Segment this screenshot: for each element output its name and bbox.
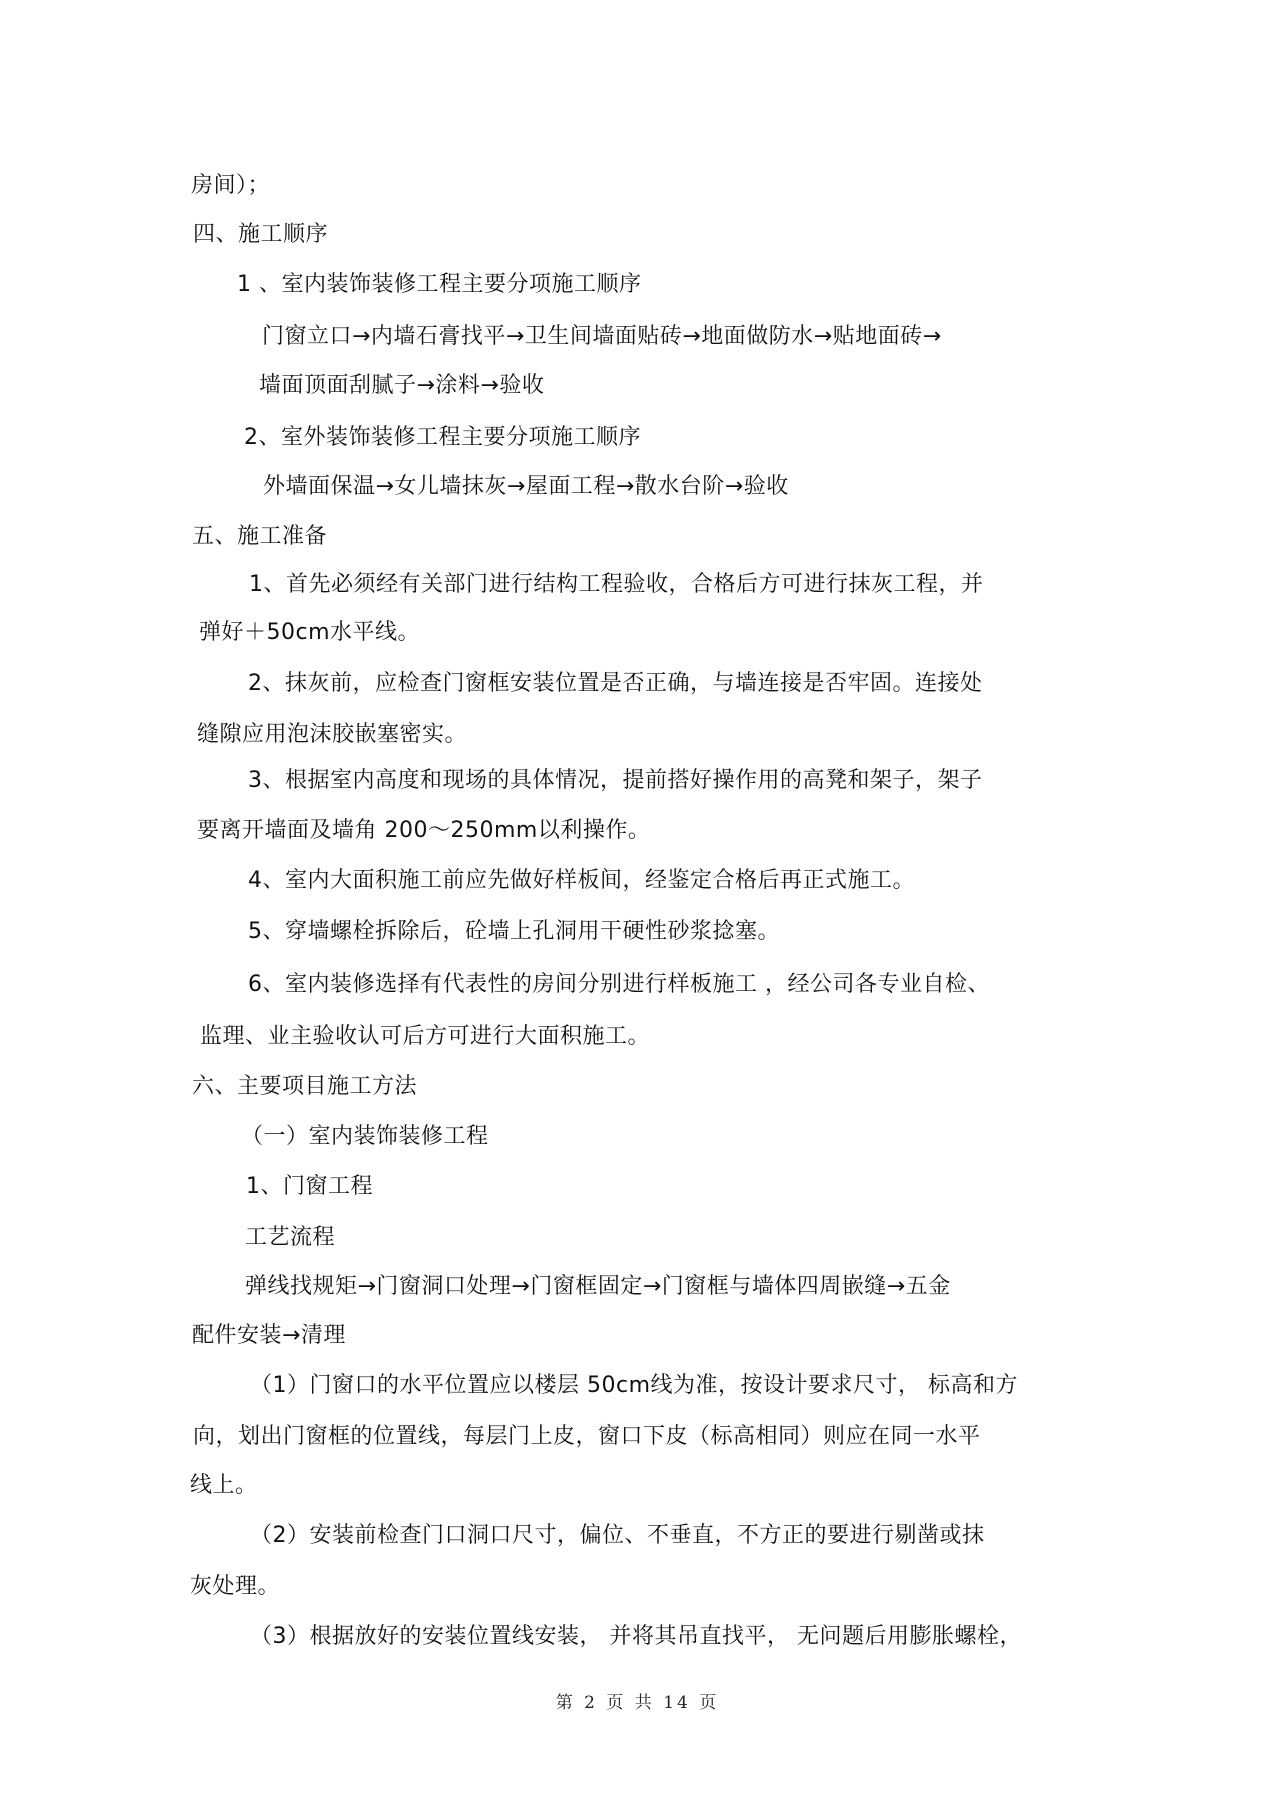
text-line: 外墙面保温→女儿墙抹灰→屋面工程→散水台阶→验收 — [263, 474, 789, 499]
text-line: 4、室内大面积施工前应先做好样板间，经鉴定合格后再正式施工。 — [248, 868, 915, 893]
text-line: 2、抹灰前，应检查门窗框安装位置是否正确，与墙连接是否牢固。连接处 — [248, 671, 983, 696]
text-line: （2）安装前检查门口洞口尺寸，偏位、不垂直，不方正的要进行剔凿或抹 — [250, 1523, 985, 1548]
subsection-heading: （一）室内装饰装修工程 — [241, 1124, 489, 1149]
subsection-heading: 1、门窗工程 — [246, 1174, 373, 1199]
subsection-heading: 2、室外装饰装修工程主要分项施工顺序 — [244, 425, 641, 450]
subsection-heading: 1 、室内装饰装修工程主要分项施工顺序 — [237, 272, 642, 297]
text-line: 门窗立口→内墙石膏找平→卫生间墙面贴砖→地面做防水→贴地面砖→ — [262, 324, 942, 349]
text-line: 6、室内装修选择有代表性的房间分别进行样板施工 ，经公司各专业自检、 — [248, 972, 990, 997]
text-line: （1）门窗口的水平位置应以楼层 50cm线为准，按设计要求尺寸， 标高和方 — [250, 1373, 1019, 1398]
text-line: 弹好＋50cm水平线。 — [199, 620, 421, 645]
text-line: 配件安装→清理 — [192, 1323, 346, 1348]
text-line: 要离开墙面及墙角 200～250mm以利操作。 — [197, 818, 651, 843]
section-heading: 五、施工准备 — [192, 524, 328, 549]
text-line: 3、根据室内高度和现场的具体情况，提前搭好操作用的高凳和架子，架子 — [248, 768, 983, 793]
text-line: 工艺流程 — [245, 1225, 336, 1250]
text-line: 弹线找规矩→门窗洞口处理→门窗框固定→门窗框与墙体四周嵌缝→五金 — [245, 1274, 951, 1299]
text-line: 监理、业主验收认可后方可进行大面积施工。 — [200, 1024, 651, 1049]
text-line: （3）根据放好的安装位置线安装， 并将其吊直找平， 无问题后用膨胀螺栓， — [250, 1624, 1022, 1649]
text-line: 向，划出门窗框的位置线，每层门上皮，窗口下皮（标高相同）则应在同一水平 — [193, 1424, 981, 1449]
text-line: 灰处理。 — [190, 1574, 281, 1599]
section-heading: 六、主要项目施工方法 — [192, 1074, 418, 1099]
text-line: 缝隙应用泡沫胶嵌塞密实。 — [197, 722, 468, 747]
text-line: 线上。 — [190, 1473, 258, 1498]
text-line: 房间）； — [191, 173, 271, 198]
text-line: 5、穿墙螺栓拆除后，砼墙上孔洞用干硬性砂浆捻塞。 — [248, 919, 780, 944]
section-heading: 四、施工顺序 — [193, 222, 329, 247]
page-footer: 第 2 页 共 14 页 — [555, 1693, 720, 1713]
text-line: 1、首先必须经有关部门进行结构工程验收，合格后方可进行抹灰工程，并 — [249, 572, 984, 597]
text-line: 墙面顶面刮腻子→涂料→验收 — [259, 373, 545, 398]
